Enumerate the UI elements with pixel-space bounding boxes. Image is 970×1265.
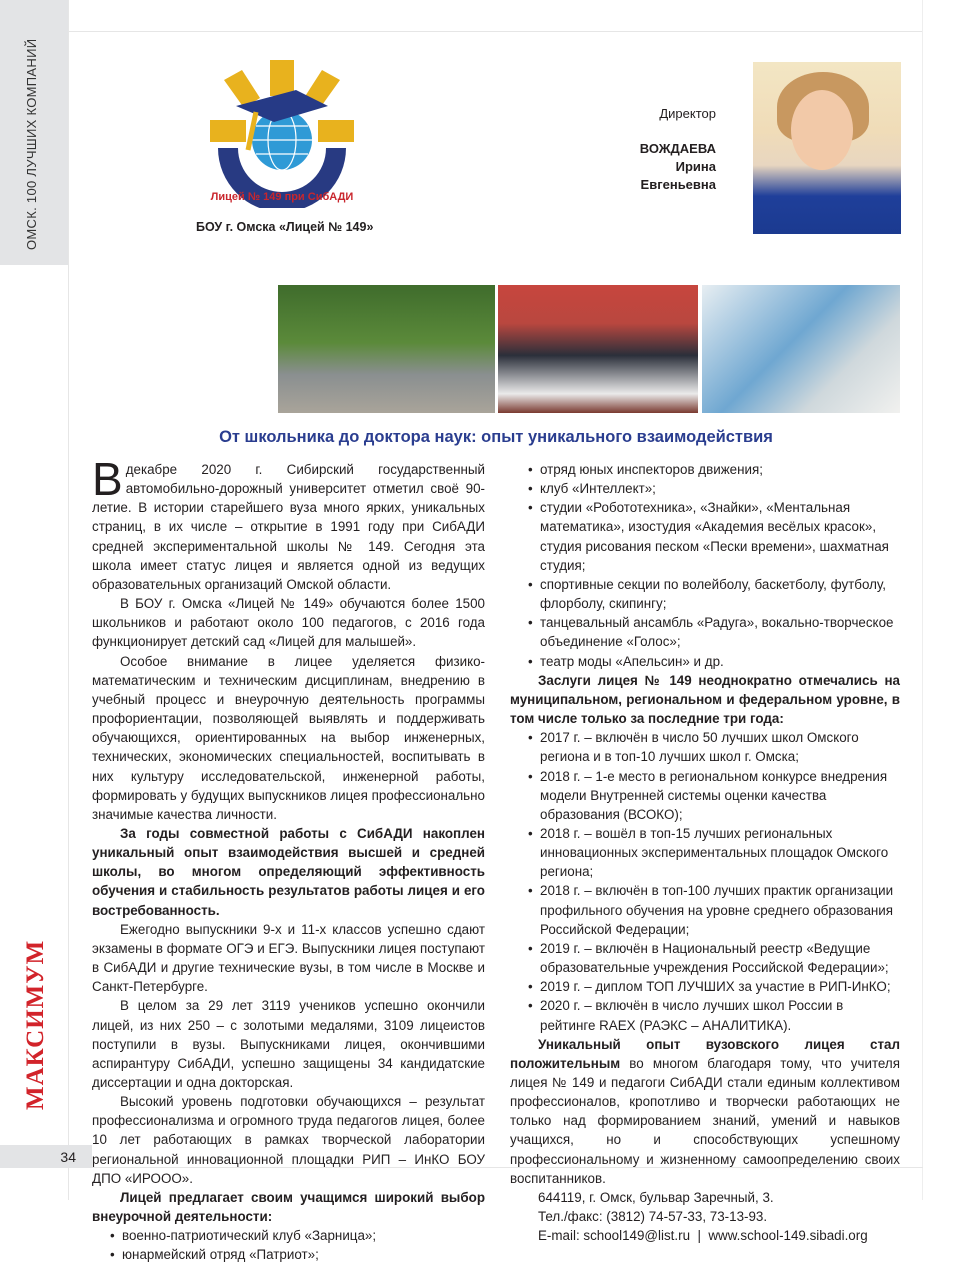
paragraph: В целом за 29 лет 3119 учеников успешно окончили лицей, из них 250 – с золотыми медалями, 3109 лицеистов поступили в вузы. Выпускниками лицея, окончившими аспирантуру СибАДИ, успешно защищены 34 кандидатские диссертации и одна докторская. — [92, 998, 485, 1090]
director-label: Директор — [659, 106, 716, 121]
address: 644119, г. Омск, бульвар Заречный, 3. — [538, 1189, 774, 1205]
drop-cap: В — [92, 453, 123, 505]
list-item: • клуб «Интеллект»; — [528, 479, 900, 498]
divider — [68, 0, 69, 1200]
paragraph: Особое внимание в лицее уделяется физико-математическим и техническим дисциплинам, внедрению в учебный процесс и внеурочную деятельность программы профориентации, позволяющей выявлять и поддерживать обучающихся, ориентированных на выбор инженерных, технических, экономических специальностей, воспитывать в них культуру исследовательской, инженерной работы, формировать у будущих выпускников лицея профессионально значимые качества личности. — [92, 653, 485, 822]
section-title: ОМСК. 100 ЛУЧШИХ КОМПАНИЙ — [24, 38, 39, 250]
paragraph-text: декабре 2020 г. Сибирский государственный автомобильно-дорожный университет отметил своё 90-летие. В истории старейшего вуза много ярких, уникальных страниц, в их числе – открытие в 1991 году при СибАДИ средней экспериментальной школы № 149. Сегодня эта школа имеет статус лицея и является одной из ведущих образовательных организаций Омской области. — [92, 462, 485, 592]
logo-text: Лицей № 149 при СибАДИ — [210, 191, 354, 203]
list-item: • театр моды «Апельсин» и др. — [528, 652, 900, 671]
divider — [922, 0, 923, 1200]
list-item: • студии «Робототехника», «Знайки», «Ментальная математика», изостудия «Академия весёлых красок», студия рисования песком «Пески времени», шахматная студия; — [528, 498, 900, 575]
list-item: • танцевальный ансамбль «Радуга», вокально-творческое объединение «Голос»; — [528, 613, 900, 651]
page-number: 34 — [0, 1145, 92, 1168]
article-column-left — [92, 453, 485, 1265]
list-item: • 2019 г. – диплом ТОП ЛУЧШИХ за участие в РИП-ИнКО; — [528, 977, 900, 996]
list-item: • 2018 г. – 1-е место в региональном конкурсе внедрения модели Внутренней системы оценки качества образования (ВСОКО); — [528, 767, 900, 824]
paragraph: Высокий уровень подготовки обучающихся – результат профессионализма и огромного труда педагогов лицея, более 10 лет работающих в рамках творческой лаборатории региональной инновационной площадки РИП – ИнКО БОУ ДПО «ИРООО». — [92, 1094, 485, 1186]
photo-lab-equipment — [702, 285, 900, 413]
list-item: • 2018 г. – включён в топ-100 лучших практик организации профильного обучения на уровне среднего образования Российской Федерации; — [528, 881, 900, 938]
photo-school-parade — [278, 285, 495, 413]
list-item: • 2020 г. – включён в число лучших школ России в рейтинге RAEX (РАЭКС – АНАЛИТИКА). — [528, 996, 900, 1034]
list-item: • спортивные секции по волейболу, баскетболу, футболу, флорболу, скипингу; — [528, 575, 900, 613]
activities-list — [92, 1226, 485, 1264]
paragraph-bold: Лицей предлагает своим учащимся широкий выбор внеурочной деятельности: — [92, 1189, 485, 1225]
school-logo — [196, 58, 368, 208]
list-item: • 2019 г. – включён в Национальный реестр «Ведущие образовательные учреждения Российской Федерации»; — [528, 939, 900, 977]
divider — [68, 31, 923, 32]
activities-list — [510, 460, 900, 671]
list-item: • 2017 г. – включён в число 50 лучших школ Омского региона и в топ-10 лучших школ г. Омска; — [528, 728, 900, 766]
director-name — [640, 140, 716, 194]
paragraph — [92, 453, 485, 594]
magazine-logo: МАКСИМУМ — [22, 939, 49, 1110]
paragraph-text: во многом благодаря тому, что учителя лицея № 149 и педагоги СибАДИ стали единым коллективом профессионалов, кропотливо и творчески работающих не только над формированием знаний, умений и навыков учащихся, но и способствующих успешному профессиональному и жизненному самоопределению своих воспитанников. — [510, 1055, 900, 1186]
paragraph-lead: Уникальный опыт вузовского лицея стал положительным — [510, 1036, 900, 1071]
director-surname: ВОЖДАЕВА — [639, 141, 716, 156]
paragraph: Ежегодно выпускники 9-х и 11-х классов успешно сдают экзамены в формате ОГЭ и ЕГЭ. Выпускники лицея поступают в СибАДИ и другие технические вузы, в том числе в Москве и Санкт-Петербурге. — [92, 921, 485, 995]
achievements-list — [510, 728, 900, 1035]
list-item: • отряд юных инспекторов движения; — [528, 460, 900, 479]
paragraph — [510, 1035, 900, 1188]
photo-child-building-blocks — [92, 285, 275, 413]
director-first-name: Ирина — [675, 159, 716, 174]
photo-students-on-stage — [498, 285, 698, 413]
director-patronymic: Евгеньевна — [640, 177, 716, 192]
article-title: От школьника до доктора наук: опыт уникального взаимодействия — [219, 428, 773, 446]
director-photo — [753, 62, 901, 234]
section-sidebar — [0, 0, 68, 265]
paragraph: В БОУ г. Омска «Лицей № 149» обучаются более 1500 школьников и работают около 100 педагогов, с 2016 года функционирует детский сад «Лицей для малышей». — [92, 596, 485, 650]
phone: Тел./факс: (3812) 74-57-33, 73-13-93. — [538, 1209, 768, 1225]
list-item: • 2018 г. – вошёл в топ-15 лучших региональных инновационных экспериментальных площадок Омского региона; — [528, 824, 900, 881]
paragraph-bold: Заслуги лицея № 149 неоднократно отмечались на муниципальном, региональном и федеральном уровне, в том числе только за последние три года: — [510, 672, 900, 727]
contact-links[interactable]: E-mail: school149@list.ru | www.school-149.sibadi.org — [538, 1228, 868, 1244]
list-item: • военно-патриотический клуб «Зарница»; — [110, 1226, 485, 1245]
article-column-right — [510, 460, 900, 1245]
organization-name: БОУ г. Омска «Лицей № 149» — [196, 220, 374, 234]
list-item: • юнармейский отряд «Патриот»; — [110, 1245, 485, 1264]
paragraph-bold: За годы совместной работы с СибАДИ накоплен уникальный опыт взаимодействия высшей и средней школы, во многом определяющий эффективность обучения и стабильность результатов работы лицея и его востребованность. — [92, 825, 485, 918]
